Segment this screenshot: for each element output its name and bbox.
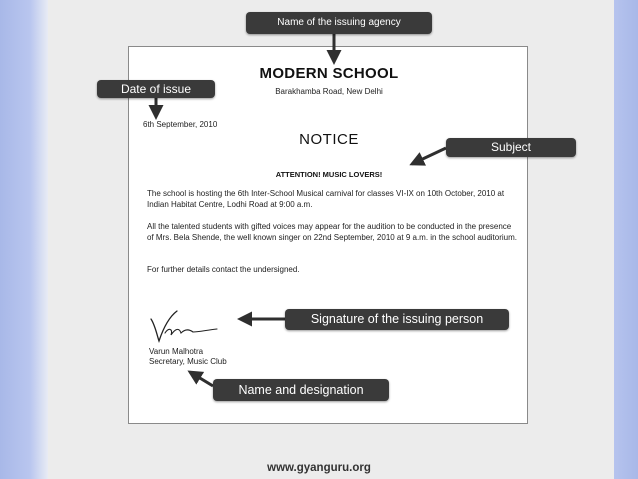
notice-paragraph-1: The school is hosting the 6th Inter-School Musical carnival for classes VI-IX on 10th October, 2010 at Indian Habitat Centre, Lodhi Road at 9:00 a.m. [147, 189, 505, 209]
school-address: Barakhamba Road, New Delhi [275, 87, 383, 96]
callout-name-designation: Name and designation [213, 379, 389, 401]
notice-paragraph-2: All the talented students with gifted voices may appear for the audition to be conducted in the presence of Mrs. Bela Shende, the well known singer on 22nd September, 2010 at 9 a.m. in the school auditorium. [147, 222, 517, 242]
notice-date: 6th September, 2010 [143, 120, 218, 129]
handwritten-signature [147, 305, 237, 347]
notice-title: NOTICE [299, 131, 359, 148]
callout-signature: Signature of the issuing person [285, 309, 509, 330]
notice-paragraph-3: For further details contact the undersigned. [147, 265, 300, 274]
footer-website: www.gyanguru.org [267, 462, 371, 474]
callout-subject: Subject [446, 138, 576, 157]
school-name: MODERN SCHOOL [259, 65, 399, 82]
signer-name: Varun Malhotra [149, 347, 204, 356]
callout-date-of-issue: Date of issue [97, 80, 215, 98]
signer-designation: Secretary, Music Club [149, 357, 227, 366]
notice-document [128, 46, 528, 424]
callout-issuing-agency: Name of the issuing agency [246, 12, 432, 34]
notice-subject: ATTENTION! MUSIC LOVERS! [275, 170, 383, 179]
